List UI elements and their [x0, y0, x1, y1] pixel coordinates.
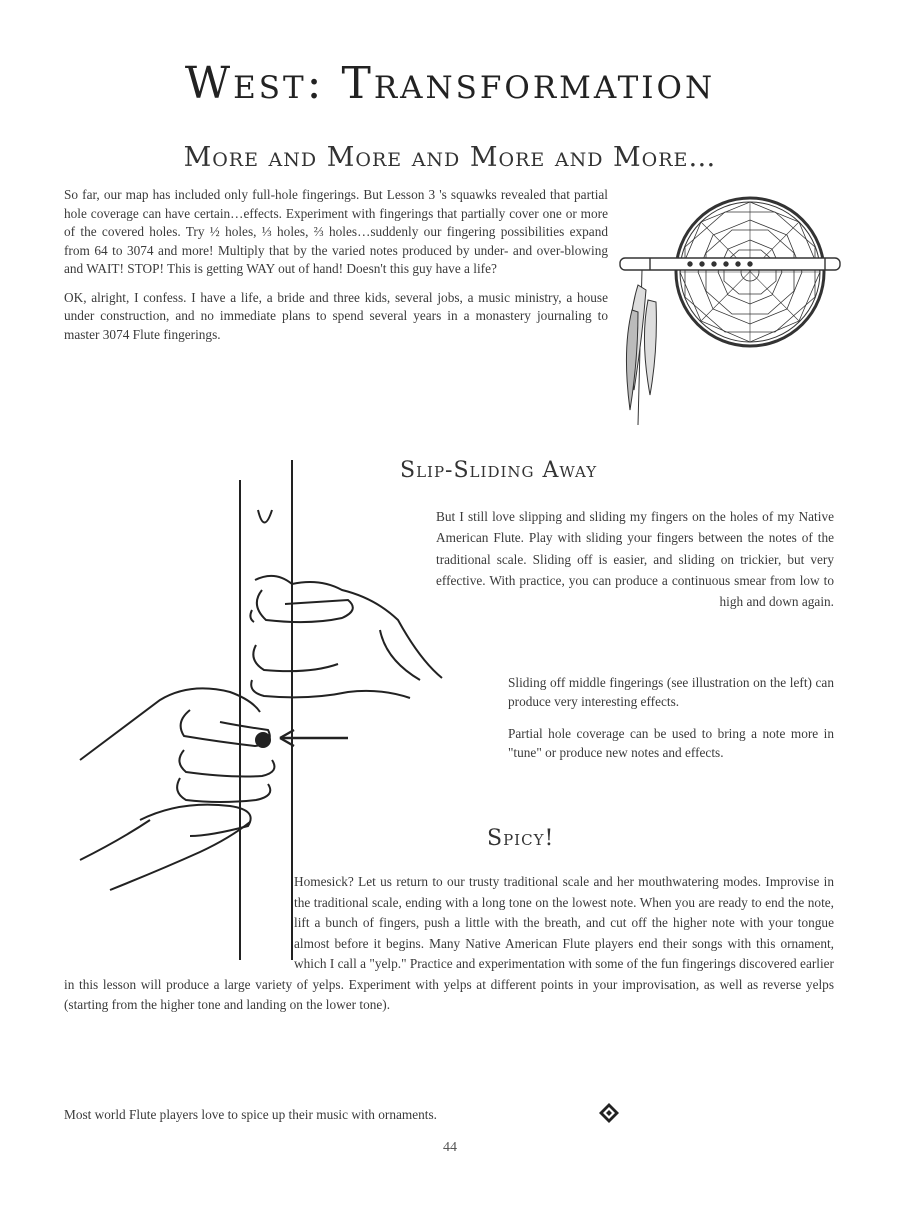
diamond-ornament-icon — [598, 1102, 620, 1124]
section-slip-notes — [508, 674, 834, 762]
page-number: 44 — [443, 1140, 457, 1155]
section-heading-slip: Slip-Sliding Away — [400, 458, 598, 483]
paragraph-sliding: But I still love slipping and sliding my fingers on the holes of my Native American Flute. Play with sliding your fingers between the notes of the traditional scale. Sliding off is easier, and sliding on trickier, but very effective. With practice, you can produce a continuous smear from low to high and down again. — [436, 509, 834, 610]
dreamcatcher-icon — [620, 190, 850, 430]
section-slip-body — [400, 506, 834, 612]
section-more-body — [64, 186, 608, 344]
paragraph-ornaments: Most world Flute players love to spice up their music with ornaments. — [64, 1107, 437, 1122]
text-wrap-spacer — [64, 872, 294, 974]
paragraph-partial-holes: So far, our map has included only full-hole fingerings. But Lesson 3 's squawks revealed that partial hole coverage can have certain…effects. Experiment with fingerings that partially cover one or more of the covered holes. Try ½ holes, ⅓ holes, ⅔ holes…suddenly our fingering possibilities expand from 64 to 3074 and more! Multiply that by the varied notes produced by under- and over-blowing and WAIT! STOP! This is getting WAY out of hand! Doesn't this guy have a life? — [64, 187, 608, 276]
section-heading-more: More and More and More and More… — [183, 142, 717, 173]
paragraph-sliding-off: Sliding off middle fingerings (see illustration on the left) can produce very interesting effects. — [508, 675, 834, 709]
paragraph-partial-coverage: Partial hole coverage can be used to bring a note more in "tune" or produce new notes and effects. — [508, 726, 834, 760]
section-heading-spicy: Spicy! — [487, 826, 555, 851]
section-spicy-body — [64, 872, 834, 1016]
paragraph-confession: OK, alright, I confess. I have a life, a bride and three kids, several jobs, a music ministry, a house under construction, and no immediate plans to spend several years in a monastery journaling to master 3074 Flute fingerings. — [64, 289, 608, 342]
paragraph-yelp: Homesick? Let us return to our trusty traditional scale and her mouthwatering modes. Improvise in the traditional scale, ending with a long tone on the lowest note. When you are ready to end the note, lift a bunch of fingers, push a little with the breath, and cut off the higher note with your tongue almost before it begins. Many Native American Flute players end their songs with this ornament, which I call a "yelp." Practice and experimentation with some of the fun fingerings discovered earlier in this lesson will produce a large variety of yelps. Experiment with yelps at different points in your improvisation, as well as reverse yelps (starting from the higher tone and landing on the lower tone). — [64, 874, 834, 1012]
page-title: West: Transformation — [184, 58, 716, 109]
closing-line — [64, 1106, 624, 1125]
